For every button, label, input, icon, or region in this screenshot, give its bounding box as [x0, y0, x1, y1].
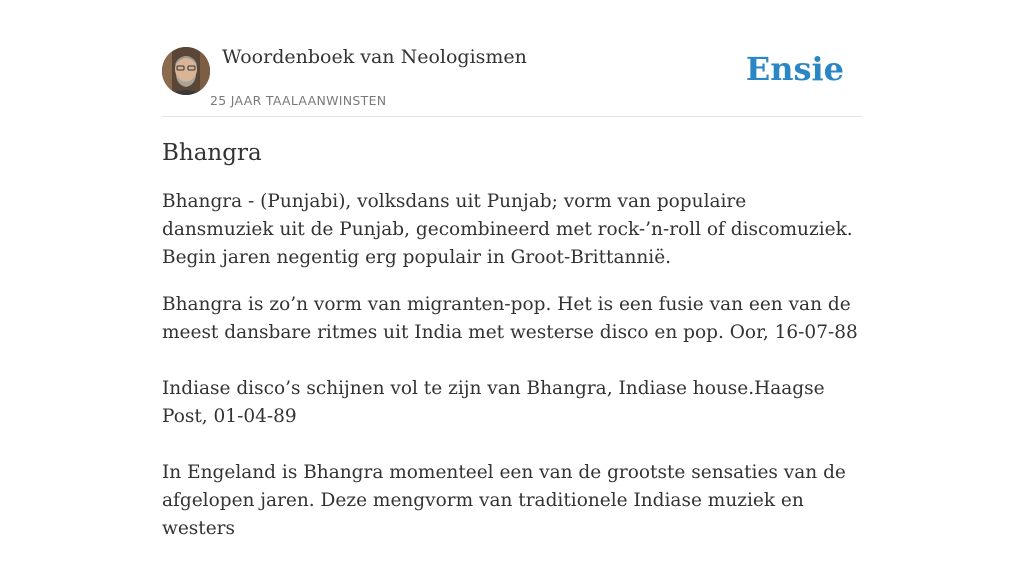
citation-paragraph: In Engeland is Bhangra momenteel een van de grootste sensaties van de afgelopen jaren. Deze mengvorm van traditionele Indiase muziek en westers	[162, 462, 846, 539]
source-title[interactable]: Woordenboek van Neologismen	[222, 46, 527, 68]
ensie-logo-link[interactable]: Ensie	[745, 50, 844, 88]
source-subtitle: 25 JAAR TAALAANWINSTEN	[210, 93, 387, 108]
citation-paragraph: Indiase disco’s schijnen vol te zijn van Bhangra, Indiase house.Haagse Post, 01-04-89	[162, 378, 825, 427]
entry-content	[162, 140, 862, 571]
entry-title: Bhangra	[162, 140, 262, 166]
citation-paragraph: Bhangra is zo’n vorm van migranten-pop. Het is een fusie van een van de meest dansbare ritmes uit India met westerse disco en pop. Oor, 16-07-88	[162, 294, 858, 343]
avatar-portrait-icon	[162, 47, 210, 95]
author-avatar[interactable]	[162, 47, 210, 95]
entry-definition: Bhangra - (Punjabi), volksdans uit Punjab; vorm van populaire dansmuziek uit de Punjab, gecombineerd met rock-’n-roll of discomuziek. Begin jaren negentig erg populair in Groot-Brittannië.	[162, 191, 853, 268]
page-header	[162, 46, 862, 117]
